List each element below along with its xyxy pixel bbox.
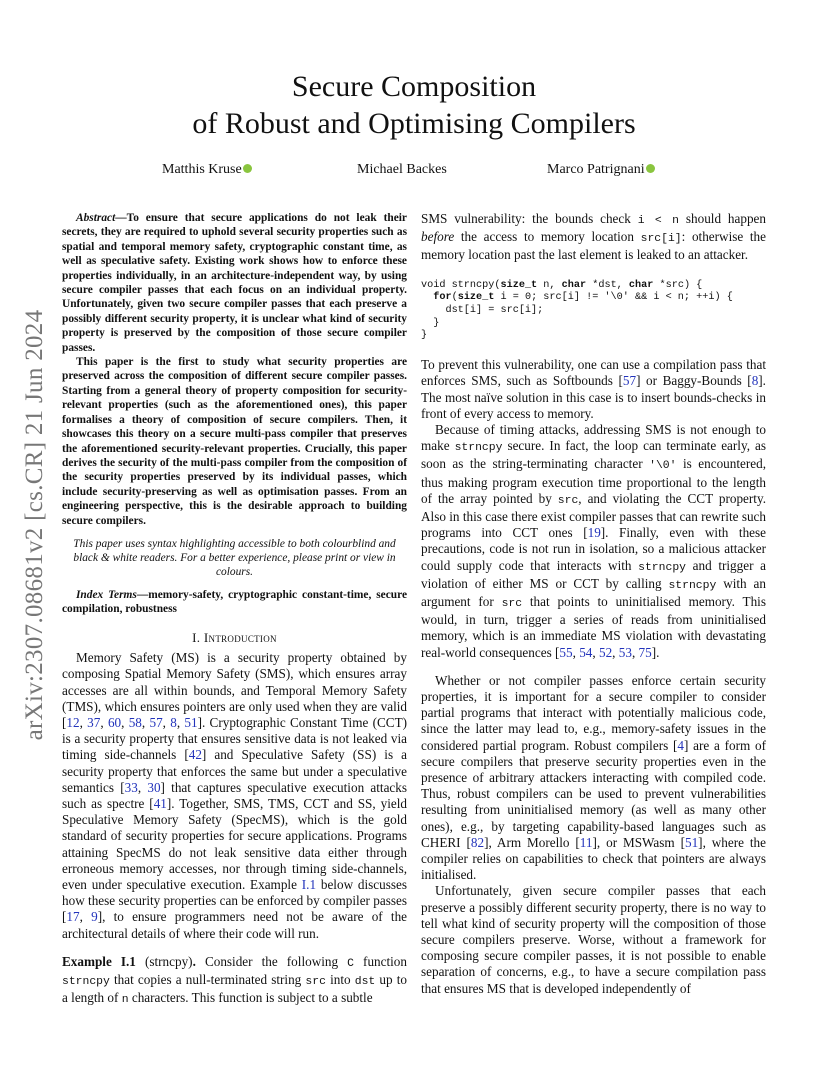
section-heading-introduction	[62, 630, 407, 646]
citation-link[interactable]: 54	[579, 644, 593, 660]
abstract-label: Abstract	[76, 212, 116, 224]
body-paragraph-softbounds: To prevent this vulnerability, one can use a compilation pass that enforces SMS, such as Softbounds [57] or Baggy-Bounds [8]. The most naïve solution in this case is to insert bounds-checks in front of every access to memory.	[421, 357, 766, 421]
arxiv-identifier: arXiv:2307.08681v2 [cs.CR] 21 Jun 2024	[21, 309, 48, 741]
citation-link[interactable]: 55	[559, 644, 573, 660]
example-link[interactable]: I.1	[301, 876, 317, 892]
author-2	[357, 162, 447, 178]
citation-link[interactable]: 58	[128, 714, 142, 730]
citation-link[interactable]: 51	[684, 834, 699, 850]
author-1	[162, 162, 252, 178]
author-name: Marco Patrignani	[547, 162, 645, 177]
citation-link[interactable]: 60	[107, 714, 122, 730]
body-paragraph-composition: Unfortunately, given secure compiler passes that each preserve a possibly different security property, there is no way to tell what kind of security property will the composition of those secure compilers preserve. Worse, without a framework for composing secure compiler passes, it is not possible to enable separation of concerns, e.g., to have a secure compilation pass that ensures MS that is developed independently of	[421, 883, 766, 996]
citation-link[interactable]: 12	[66, 714, 80, 730]
citation-link[interactable]: 51	[184, 714, 198, 730]
code-listing-strncpy: void strncpy(size_t n, char *dst, char *src) { for(size_t i = 0; src[i] != '\0' && i < n; ++i) { dst[i] = src[i]; } }	[421, 279, 733, 342]
citation-link[interactable]: 9	[91, 909, 98, 925]
citation-link[interactable]: 52	[598, 644, 613, 660]
author-name: Matthis Kruse	[162, 162, 242, 177]
citation-link[interactable]: 53	[618, 644, 632, 660]
index-terms-label: Index Terms	[76, 588, 137, 601]
citation-link[interactable]: 19	[587, 525, 601, 541]
citation-link[interactable]: 11	[579, 834, 593, 850]
author-3	[547, 162, 655, 178]
title-line-2: of Robust and Optimising Compilers	[192, 107, 636, 140]
orcid-icon[interactable]	[646, 164, 655, 173]
arxiv-sidebar-stamp	[20, 290, 50, 760]
citation-link[interactable]: 30	[147, 779, 161, 795]
citation-link[interactable]: 17	[66, 909, 80, 925]
orcid-icon[interactable]	[243, 164, 252, 173]
intro-paragraph-1: Memory Safety (MS) is a security property obtained by composing Spatial Memory Safety (SMS), which ensures array accesses are all within bounds, and Temporal Memory Safety (TMS), which ensures pointers are only used when they are valid [12, 37, 60, 58, 57, 8, 51]. Cryptographic Constant Time (CCT) is a security property that ensures sensitive data is not leaked via timing side-channels [42] and Speculative Safety (SS) is a security property that enforces the same but under a speculative semantics [33, 30] that captures speculative execution attacks such as spectre [41]. Together, SMS, TMS, CCT and SS, yield Speculative Memory Safety (SpecMS), which is the gold standard of security properties for secure applications. Programs attaining SpecMS do not leak sensitive data either through erroneous memory accesses, nor through timing side-channels, even under speculative execution. Example I.1 below discusses how these security properties can be enforced by compiler passes [17, 9], to ensure programmers need not be aware of the architectural details of where their code will run.	[62, 650, 408, 941]
citation-link[interactable]: 75	[638, 644, 652, 660]
section-number: I.	[192, 629, 201, 645]
index-terms-text: memory-safety, cryptographic constant-time, secure compilation, robustness	[62, 588, 407, 615]
citation-link[interactable]: 8	[170, 714, 177, 730]
citation-link[interactable]: 42	[188, 747, 202, 763]
title-line-1: Secure Composition	[291, 70, 537, 103]
citation-link[interactable]: 41	[153, 795, 167, 811]
abstract-text-1: To ensure that secure applications do not leak their secrets, they are required to uphold several security properties such as spatial and temporal memory safety, cryptographic constant time, as well as speculative safety. Existing work shows how to enforce these properties individually, in an architecture-independent way, by using secure compiler passes that each focus on an individual property. Unfortunately, given two secure compiler passes that each preserve a possibly different security property, it is unclear what kind of security property is preserved by the composition of those secure compiler passes.	[62, 212, 407, 354]
accessibility-note: This paper uses syntax highlighting accessible to both colourblind and black & white readers. For a better experience, please print or view in colours.	[73, 537, 396, 578]
citation-link[interactable]: 4	[677, 737, 684, 753]
citation-link[interactable]: 8	[751, 373, 759, 389]
citation-link[interactable]: 82	[470, 834, 485, 850]
right-column	[421, 211, 766, 997]
paper-title	[0, 68, 828, 142]
body-paragraph-timing: Because of timing attacks, addressing SMS is not enough to make strncpy secure. In fact, the loop can terminate early, as soon as the string-terminating character '\0' is encountered, thus making program execution time proportional to the length of the array pointed by src, and violating the CCT property. Also in this case there exist compiler passes that can rewrite such programs into CCT ones [19]. Finally, even with these precautions, code is not run in isolation, so a malicious attacker could supply code that interacts with strncpy and trigger a violation of either MS or CCT by calling strncpy with an argument for src that points to uninitialised memory. This would, in turn, trigger a series of reads from uninitialised memory, which is an immediate MS violation with devastating real-world consequences [55, 54, 52, 53, 75].	[421, 421, 767, 660]
left-column	[62, 211, 407, 1008]
index-terms: Index Terms—memory-safety, cryptographic constant-time, secure compilation, robustness	[62, 588, 407, 615]
citation-link[interactable]: 37	[87, 714, 101, 730]
citation-link[interactable]: 33	[124, 779, 138, 795]
section-title: Introduction	[203, 629, 277, 645]
abstract-paragraph-2: This paper is the first to study what security properties are preserved across the composition of different secure compiler passes. Starting from a general theory of property composition for security-relevant properties (such as the aforementioned ones), this paper formalises a theory of composition of secure compilers. Then, it showcases this theory on a secure multi-pass compiler that preserves the aforementioned security-relevant properties. Crucially, this paper derives the security of the multi-pass compiler from the composition of the security properties preserved by its individual passes, which include security-preserving as well as optimisation passes. From an engineering perspective, this is the desirable approach to building secure compilers.	[62, 356, 407, 527]
body-paragraph-robust-compilers: Whether or not compiler passes enforce certain security properties, it is important for a secure compiler to consider partial programs that interact with potentially malicious code, since the latter may lead to, e.g., memory-safety issues in the considered partial program. Robust compilers [4] are a form of secure compilers that preserve security properties even in the presence of arbitrary attackers interacting with compiled code. Thus, robust compilers can be used to prevent vulnerabilities resulting from uninitialised memory (as well as many other ones), e.g., by targeting capability-based languages such as CHERI [82], Arm Morello [11], or MSWasm [51], where the compiler relies on capabilities to check that pointers are always initialised.	[421, 672, 766, 883]
citation-link[interactable]: 57	[622, 373, 637, 389]
citation-link[interactable]: 57	[149, 714, 163, 730]
example-paragraph: Example I.1 (strncpy). Consider the following C function strncpy that copies a null-terminated string src into dst up to a length of n characters. This function is subject to a subtle	[62, 953, 407, 1007]
author-name: Michael Backes	[357, 162, 447, 177]
example-continued-paragraph: SMS vulnerability: the bounds check i < n should happen before the access to memory location src[i]: otherwise the memory location past the last element is leaked to an attacker.	[421, 211, 766, 263]
abstract-paragraph-1: Abstract—To ensure that secure applications do not leak their secrets, they are required to uphold several security properties such as spatial and temporal memory safety, cryptographic constant time, as well as speculative safety. Existing work shows how to enforce these properties individually, in an architecture-independent way, by using secure compiler passes that each focus on an individual property. Unfortunately, given two secure compiler passes that each preserve a possibly different security property, it is unclear what kind of security property is preserved by the composition of those secure compiler passes.	[62, 212, 407, 354]
